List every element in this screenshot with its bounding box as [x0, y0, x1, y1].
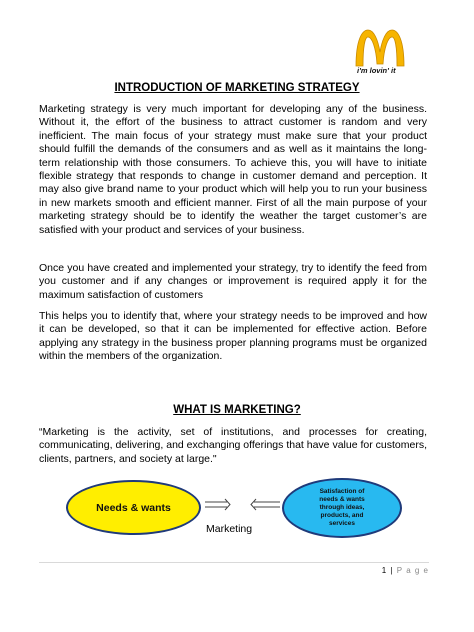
footer-separator: |: [390, 566, 393, 575]
intro-heading: INTRODUCTION OF MARKETING STRATEGY: [114, 82, 360, 94]
double-arrow-icon: [250, 498, 280, 512]
page-footer: [382, 566, 429, 575]
needs-wants-ellipse: [66, 480, 201, 535]
marketing-heading: WHAT IS MARKETING?: [173, 404, 301, 416]
footer-divider: [39, 562, 429, 563]
marketing-diagram: [60, 478, 420, 548]
satisfaction-label: Satisfaction of needs & wants through ideas, products, and services: [319, 488, 365, 527]
intro-paragraph-1: Marketing strategy is very much important for developing any of the business. Without it, the effort of the business to attract customer is random and very inefficient. The main focus of your strategy must make sure that your product should fulfill the demands of the consumers and as well as it maintains the long-term relationship with those consumers. To achieve this, you will have to initiate flexible strategy that responds to change in customer demand and perception. It may also give brand name to your product which will help you to run your business in new markets smooth and efficient manner. First of all the main purpose of your marketing strategy should be to identify the weather the target customer’s are satisfied with your product and services of your business.: [39, 103, 427, 236]
double-arrow-icon: [205, 498, 231, 512]
satisfaction-ellipse: [282, 478, 402, 538]
intro-paragraph-2: Once you have created and implemented your strategy, try to identify the feed from you customer and if any changes or improvement is required apply it for the maximum satisfaction of customers: [39, 262, 427, 301]
needs-wants-label: Needs & wants: [96, 501, 171, 514]
marketing-label: Marketing: [206, 523, 253, 535]
page-word: P a g e: [396, 566, 429, 575]
intro-paragraph-3: This helps you to identify that, where your strategy needs to be improved and how it can be developed, so that it can be implemented for effective action. Before applying any strategy in the business proper planning programs must be organized within the members of the organization.: [39, 310, 427, 363]
golden-arches-icon: [352, 28, 408, 68]
marketing-definition-quote: “Marketing is the activity, set of institutions, and processes for creating, communicating, delivering, and exchanging offerings that have value for customers, clients, partners, and society at large.": [39, 426, 427, 465]
page-number: 1: [381, 566, 387, 575]
logo-tagline: i'm lovin' it: [357, 66, 396, 75]
